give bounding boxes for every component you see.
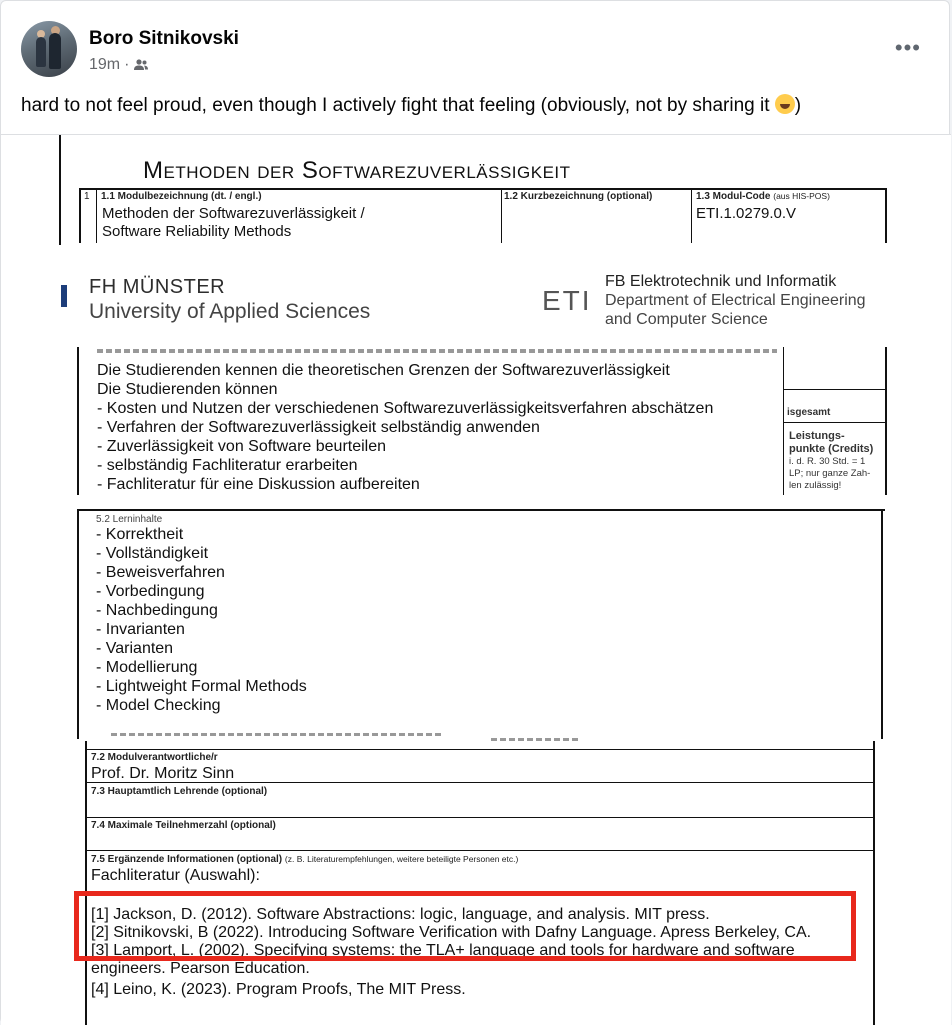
goal-line: - Zuverlässigkeit von Software beurteilen [97,438,387,455]
goal-line: - Fachliteratur für eine Diskussion aufbereiten [97,476,420,493]
label-ergaenzende-informationen [91,854,518,865]
friends-icon[interactable] [133,58,149,72]
table-border [96,188,97,243]
avatar[interactable] [21,21,77,77]
label-lerninhalte: 5.2 Lerninhalte [96,514,163,525]
label-ergaenzende-text: 7.5 Ergänzende Informationen (optional) [91,854,283,865]
cut-off-text [111,733,441,736]
post-photo[interactable] [1,135,951,1025]
reference-item: [1] Jackson, D. (2012). Software Abstractions: logic, language, and analysis. MIT press. [91,906,710,923]
content-item: - Vollständigkeit [96,545,209,562]
reference-item: [3] Lamport, L. (2002). Specifying systems: the TLA+ language and tools for hardware and software [91,942,795,959]
section-border [881,509,883,739]
section-border [77,509,885,511]
label-lehrende: 7.3 Hauptamtlich Lehrende (optional) [91,786,268,797]
label-modul-code-note: (aus HIS-POS) [773,191,830,201]
fachliteratur-heading: Fachliteratur (Auswahl): [91,867,260,884]
table-border [691,188,692,243]
label-kurzbezeichnung: 1.2 Kurzbezeichnung (optional) [504,191,653,202]
page-edge [59,135,61,245]
highlight-box [74,891,856,961]
goal-line: - Verfahren der Softwarezuverlässigkeit selbständig anwenden [97,419,540,436]
content-item: - Model Checking [96,697,221,714]
logo-mark [61,285,67,307]
department-name-de: FB Elektrotechnik und Informatik [605,273,837,290]
credits-label: Leistungs- [789,430,845,442]
laughing-emoji-icon [775,94,795,114]
content-item: - Korrektheit [96,526,184,543]
meta-separator: · [124,56,130,73]
reference-item: engineers. Pearson Education. [91,960,310,977]
label-teilnehmerzahl: 7.4 Maximale Teilnehmerzahl (optional) [91,820,276,831]
label-ergaenzende-note: (z. B. Literaturempfehlungen, weitere beteiligte Personen etc.) [284,854,519,864]
post-text-body: hard to not feel proud, even though I actively fight that feeling (obviously, not by sharing it [21,95,775,116]
label-modulbezeichnung: 1.1 Modulbezeichnung (dt. / engl.) [101,191,262,202]
module-name-de: Methoden der Softwarezuverlässigkeit / [102,205,365,222]
section-border [873,741,875,1025]
credits-label: punkte (Credits) [789,443,874,455]
label-modul-code-text: 1.3 Modul-Code [696,191,771,202]
reference-item: [2] Sitnikovski, B (2022). Introducing Software Verification with Dafny Language. Apress Berkeley, CA. [91,924,812,941]
fh-muenster-logo: FH MÜNSTER [89,276,226,298]
goal-line: Die Studierenden können [97,381,278,398]
section-border [783,422,885,423]
more-options-icon[interactable]: ••• [894,35,921,60]
post-meta [89,56,149,74]
credits-note: len zulässig! [789,480,842,491]
author-name[interactable]: Boro Sitnikovski [89,28,239,49]
table-border [79,188,81,243]
section-border [783,347,784,495]
section-border [87,850,873,851]
section-border [87,817,873,818]
cut-off-text [491,738,581,741]
fh-subtitle: University of Applied Sciences [89,300,371,323]
side-header: isgesamt [787,407,831,418]
avatar-figure [49,33,61,69]
section-border [885,347,887,495]
section-border [77,347,79,495]
table-border [501,188,502,243]
goal-line: Die Studierenden kennen die theoretischen Grenzen der Softwarezuverlässigkeit [97,362,670,379]
content-item: - Modellierung [96,659,198,676]
department-name-en-1: Department of Electrical Engineering [605,292,866,309]
row-number: 1 [84,191,90,202]
post-text [21,94,801,117]
section-border [87,749,873,750]
goal-line: - Kosten und Nutzen der verschiedenen Softwarezuverlässigkeitsverfahren abschätzen [97,400,714,417]
section-border [85,741,87,1025]
post-time[interactable]: 19m [89,56,121,73]
module-name-en: Software Reliability Methods [102,223,292,240]
content-item: - Varianten [96,640,174,657]
section-border [783,389,885,390]
content-item: - Invarianten [96,621,185,638]
post-text-end: ) [794,95,802,116]
credits-note: i. d. R. 30 Std. = 1 [789,456,866,467]
reference-item: [4] Leino, K. (2023). Program Proofs, The MIT Press. [91,981,466,998]
cut-off-text [97,349,777,353]
table-border [79,188,887,190]
label-modulverantwortlich: 7.2 Modulverantwortliche/r [91,752,218,763]
eti-logo: ETI [542,285,592,316]
section-border [77,509,79,739]
content-item: - Beweisverfahren [96,564,225,581]
label-modul-code [696,191,830,202]
document-title: Methoden der Softwarezuverlässigkeit [143,157,571,184]
content-item: - Lightweight Formal Methods [96,678,307,695]
department-name-en-2: and Computer Science [605,311,768,328]
avatar-figure [36,37,46,67]
table-border [885,188,887,243]
module-code: ETI.1.0279.0.V [696,205,797,222]
credits-note: LP; nur ganze Zah- [789,468,871,479]
content-item: - Vorbedingung [96,583,205,600]
module-responsible: Prof. Dr. Moritz Sinn [91,765,235,782]
goal-line: - selbständig Fachliteratur erarbeiten [97,457,358,474]
content-item: - Nachbedingung [96,602,218,619]
